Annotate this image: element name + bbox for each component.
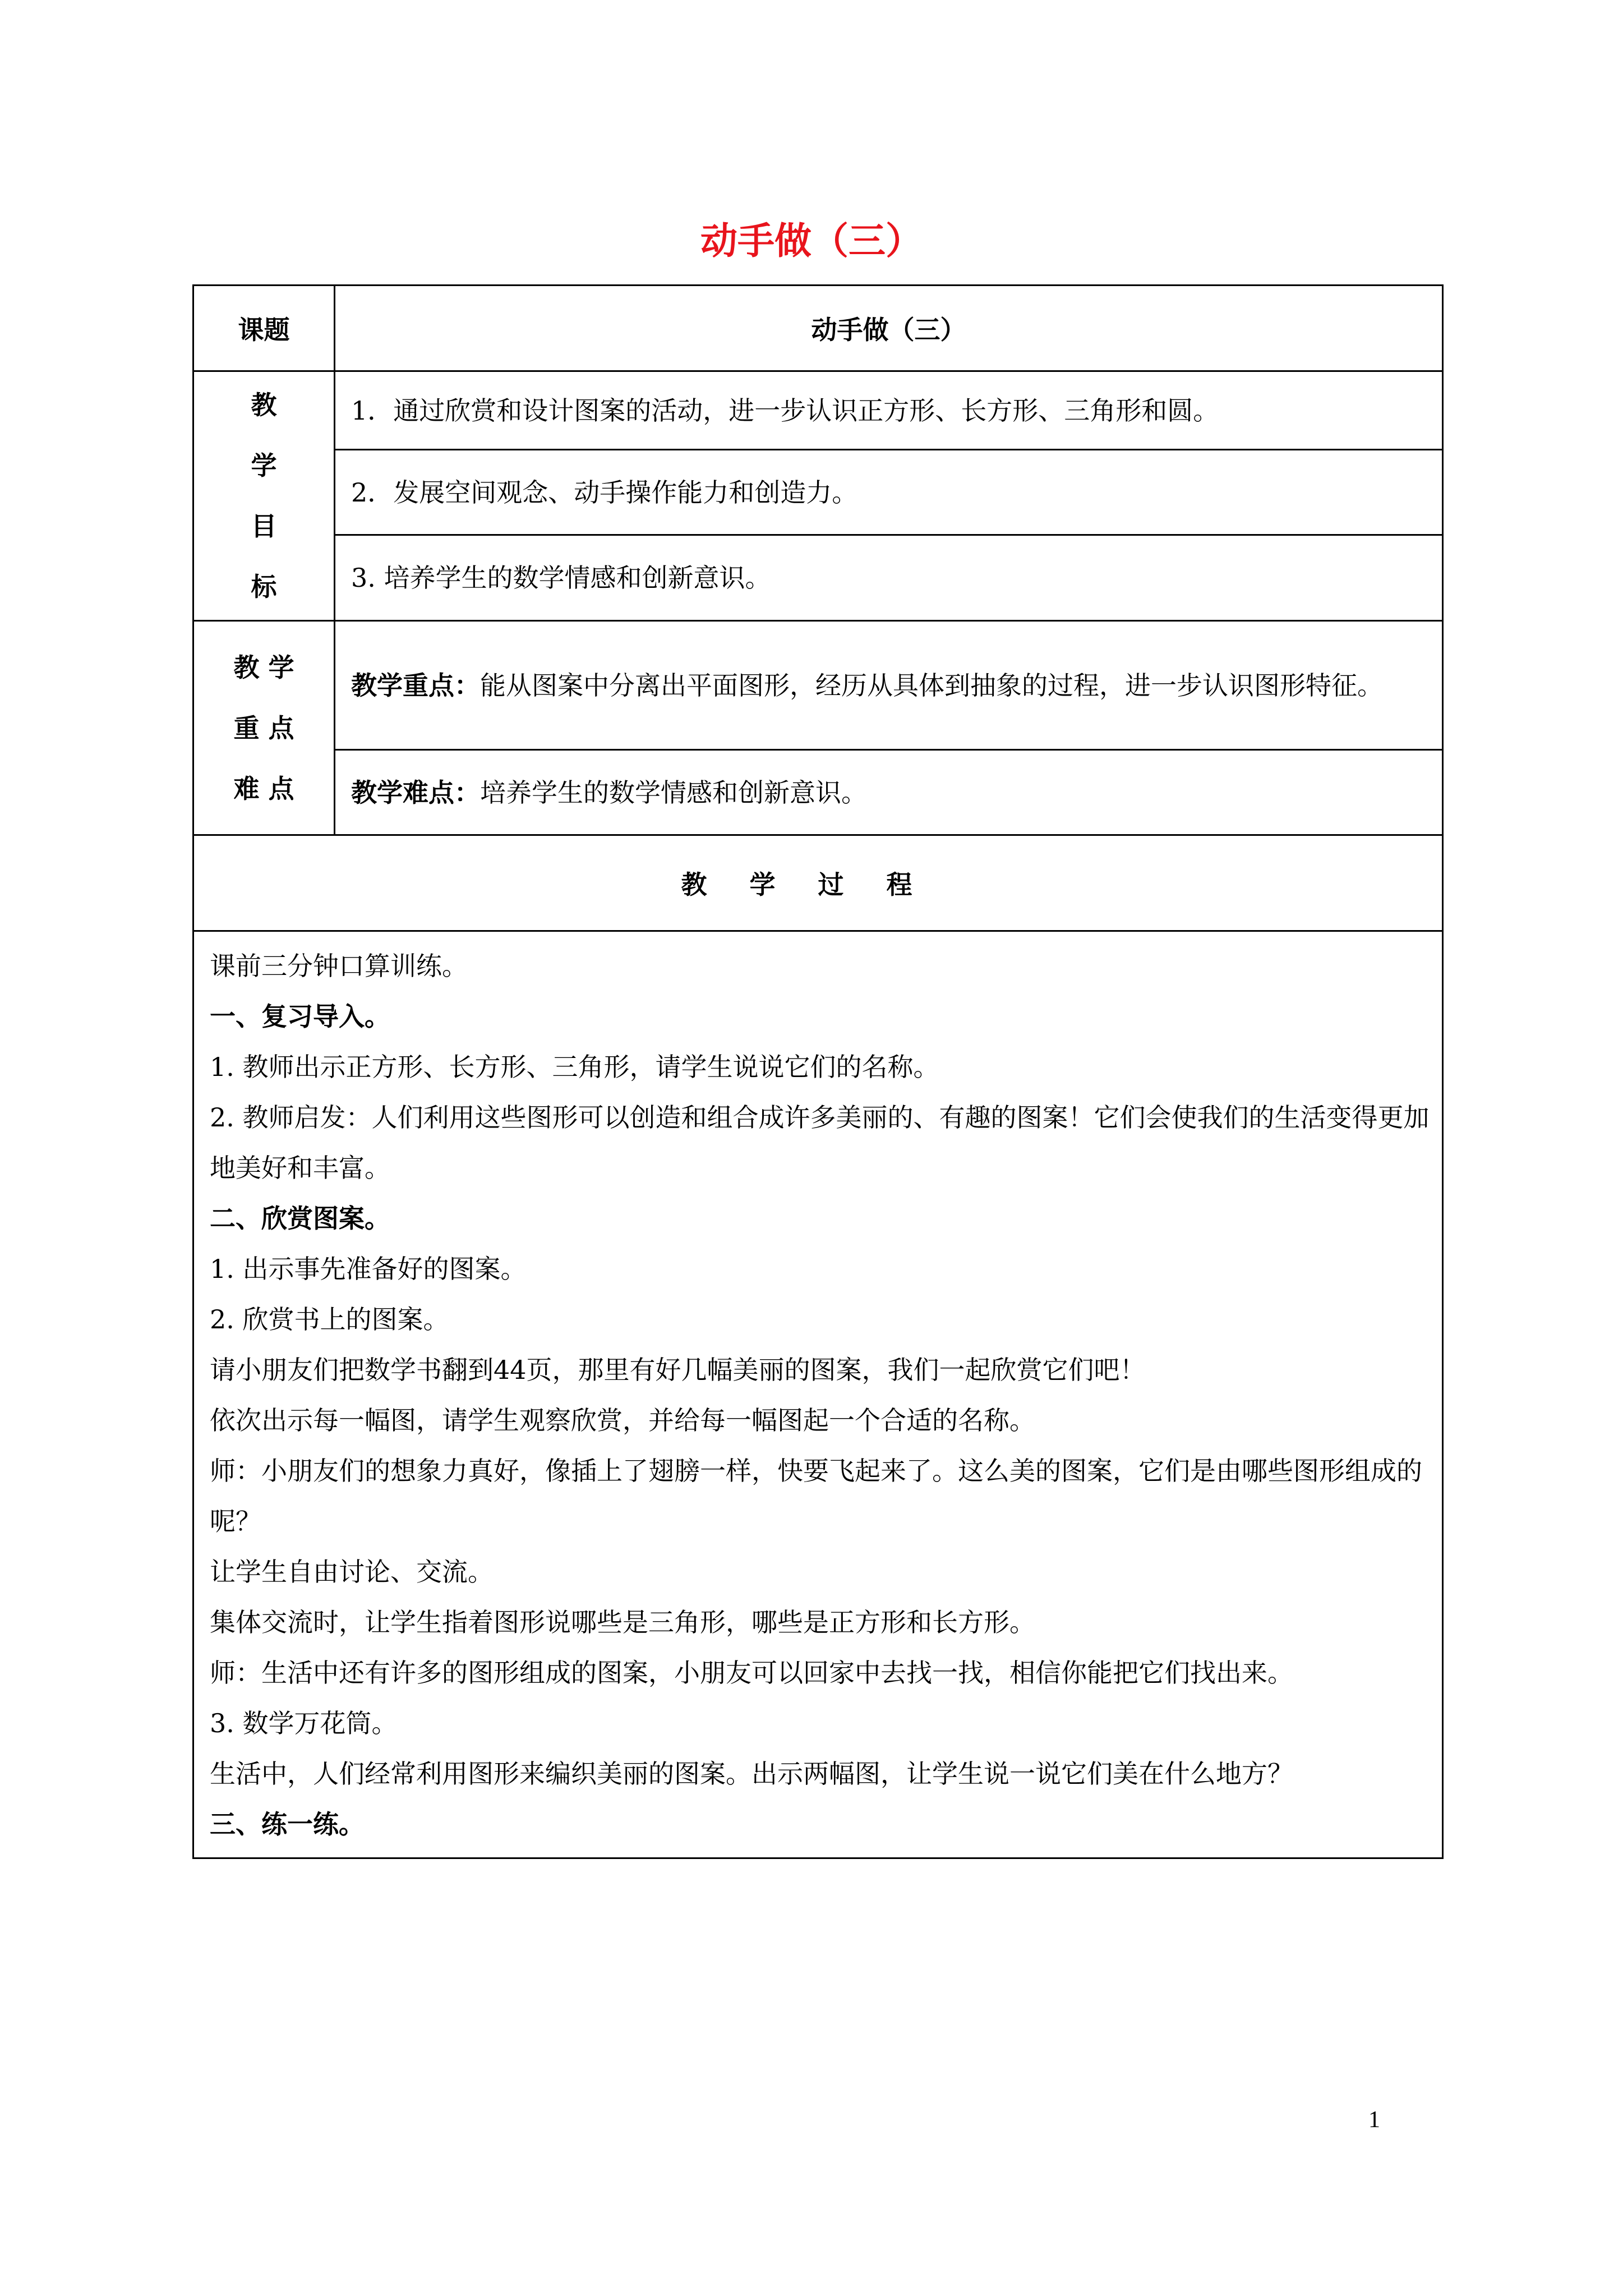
process-paragraph: 集体交流时，让学生指着图形说哪些是三角形，哪些是正方形和长方形。 [210,1607,1035,1637]
process-paragraph: 师：小朋友们的想象力真好，像插上了翅膀一样，快要飞起来了。这么美的图案，它们是由哪些图形组成的呢？ [210,1456,1422,1536]
process-header: 教学过程 [193,835,1443,931]
section-heading: 二、欣赏图案。 [210,1203,390,1234]
topic-label: 课题 [193,286,335,371]
goal-row [193,535,1443,621]
goal-row [193,450,1443,535]
process-header-row [193,835,1443,931]
key-point-text: 能从图案中分离出平面图形，经历从具体到抽象的过程，进一步认识图形特征。 [480,670,1383,701]
goal-item: 1．通过欣赏和设计图案的活动，进一步认识正方形、长方形、三角形和圆。 [335,371,1443,450]
key-label-line: 难 点 [233,773,294,804]
goals-label-char: 目 [251,511,277,541]
difficulty-text: 培养学生的数学情感和创新意识。 [480,777,867,808]
goal-item: 2．发展空间观念、动手操作能力和创造力。 [335,450,1443,535]
goals-label-char: 教 [251,390,277,420]
process-paragraph: 课前三分钟口算训练。 [210,951,468,981]
topic-value: 动手做（三） [335,286,1443,371]
goals-label-char: 学 [251,450,277,481]
topic-row [193,286,1443,371]
key-label-line: 教 学 [233,652,294,683]
process-paragraph: 3. 数学万花筒。 [210,1708,398,1738]
document-title: 动手做（三） [700,219,923,263]
process-paragraph: 生活中，人们经常利用图形来编织美丽的图案。出示两幅图，让学生说一说它们美在什么地方？ [210,1759,1293,1789]
process-paragraph: 2. 欣赏书上的图案。 [210,1304,449,1335]
key-point-heading: 教学重点： [351,670,480,701]
key-label-line: 重 点 [233,712,294,743]
difficulty-row [193,750,1443,835]
process-paragraph: 1. 出示事先准备好的图案。 [210,1254,527,1284]
process-body [193,931,1443,1858]
goals-label [193,371,335,621]
difficulty-cell [335,750,1443,835]
goal-row [193,371,1443,450]
process-row [193,931,1443,1858]
lesson-plan-table [192,284,1444,1859]
goal-item: 3. 培养学生的数学情感和创新意识。 [335,535,1443,621]
key-difficulty-label [193,621,335,835]
process-paragraph: 师：生活中还有许多的图形组成的图案，小朋友可以回家中去找一找，相信你能把它们找出来。 [210,1658,1293,1688]
process-paragraph: 2. 教师启发：人们利用这些图形可以创造和组合成许多美丽的、有趣的图案！它们会使我们的生活变得更加地美好和丰富。 [210,1102,1430,1183]
process-paragraph: 让学生自由讨论、交流。 [210,1557,494,1587]
process-paragraph: 请小朋友们把数学书翻到44页，那里有好几幅美丽的图案，我们一起欣赏它们吧！ [210,1355,1146,1385]
section-heading: 一、复习导入。 [210,1001,390,1032]
page-number: 1 [1368,2107,1380,2133]
difficulty-heading: 教学难点： [351,777,480,808]
key-point-row [193,621,1443,750]
key-point-cell [335,621,1443,750]
section-heading: 三、练一练。 [210,1809,365,1839]
process-paragraph: 1. 教师出示正方形、长方形、三角形，请学生说说它们的名称。 [210,1052,939,1082]
goals-label-char: 标 [251,572,277,602]
process-paragraph: 依次出示每一幅图，请学生观察欣赏，并给每一幅图起一个合适的名称。 [210,1405,1035,1435]
